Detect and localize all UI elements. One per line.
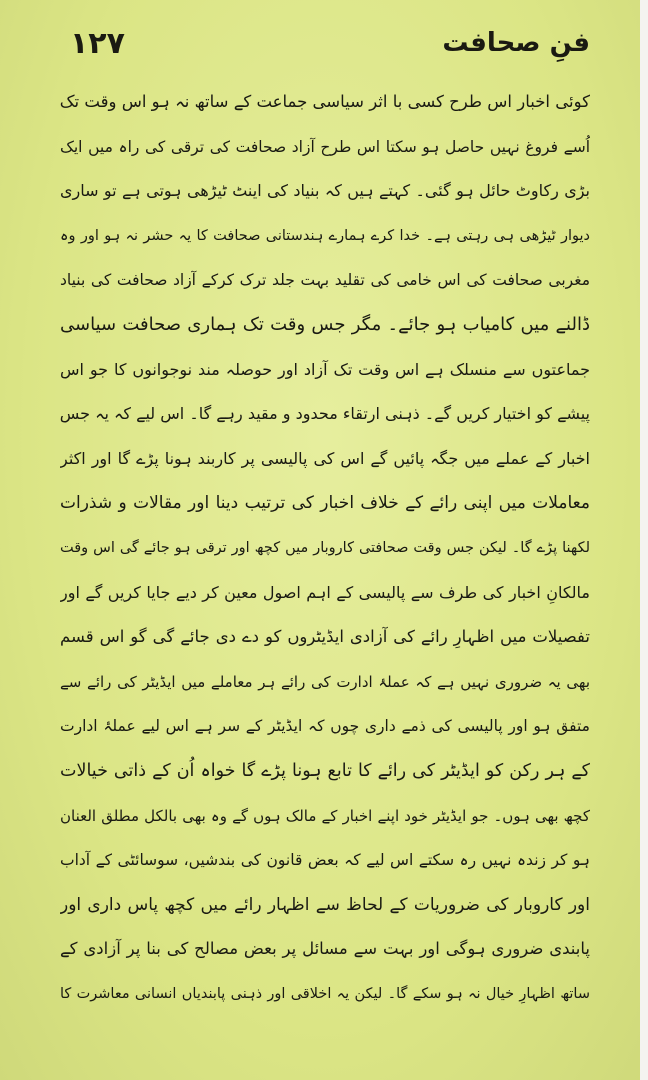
text-line: ڈالنے میں کامیاب ہو جائے۔ مگر جس وقت تک ہماری صحافت سیاسی <box>60 313 590 335</box>
text-line: پابندی ضروری ہوگی اور بہت سے مسائل پر بعض مصالح کی بنا پر آزادی کے <box>60 939 590 959</box>
text-line: کوئی اخبار اس طرح کسی با اثر سیاسی جماعت کے ساتھ نہ ہو اس وقت تک <box>60 92 590 111</box>
page-number: ۱۲۷ <box>70 26 125 61</box>
text-line: تفصیلات میں اظہارِ رائے کی آزادی ایڈیٹروں کو دے دی جائے گی گو اس قسم <box>60 627 590 647</box>
text-line: لکھنا پڑے گا۔ لیکن جس وقت صحافتی کاروبار میں کچھ اور ترقی ہو جائے گی اس وقت <box>60 539 590 556</box>
text-line: بھی یہ ضروری نہیں ہے کہ عملۂ ادارت کی رائے ہر معاملے میں ایڈیٹر کی رائے سے <box>60 672 590 691</box>
page-header <box>70 26 590 76</box>
text-line: اور کاروبار کی ضروریات کے لحاظ سے اظہار رائے میں کچھ پاس داری اور <box>60 894 590 915</box>
text-line: بڑی رکاوٹ حائل ہو گئی۔ کہتے ہیں کہ بنیاد کی اینٹ ٹیڑھی ہوتی ہے تو ساری <box>60 181 590 201</box>
text-line: معاملات میں اپنی رائے کے خلاف اخبار کی ترتیب دینا اور مقالات و شذرات <box>60 493 590 514</box>
text-line: دیوار ٹیڑھی ہی رہتی ہے۔ خدا کرے ہمارے ہندستانی صحافت کا یہ حشر نہ ہو اور وہ <box>60 227 590 244</box>
running-head: فنِ صحافت <box>442 28 590 58</box>
text-line: ساتھ اظہارِ خیال نہ ہو سکے گا۔ لیکن یہ اخلاقی اور ذہنی پابندیاں انسانی معاشرت کا <box>60 985 590 1002</box>
text-line: مالکانِ اخبار کی طرف سے پالیسی کے اہم اصول معین کر دیے جایا کریں گے اور <box>60 582 590 602</box>
text-line: متفق ہو اور پالیسی کی ذمے داری چوں کہ ایڈیٹر کے سر ہے اس لیے عملۂ ادارت <box>60 717 590 736</box>
text-line: جماعتوں سے منسلک ہے اس وقت تک آزاد اور حوصلہ مند نوجوانوں کا جو اس <box>60 359 590 379</box>
body-text <box>60 80 590 1016</box>
page-edge <box>640 0 648 1080</box>
text-line: کچھ بھی ہوں۔ جو ایڈیٹر خود اپنے اخبار کے مالک ہوں گے وہ بھی بالکل مطلق العنان <box>60 806 590 825</box>
text-line: مغربی صحافت کی اس خامی کی تقلید بہت جلد ترک کرکے آزاد صحافت کی بنیاد <box>60 271 590 290</box>
text-line: اخبار کے عملے میں جگہ پائیں گے اس کی پالیسی پر کاربند ہونا پڑے گا اور اکثر <box>60 448 590 468</box>
text-line: کے ہر رکن کو ایڈیٹر کی رائے کا تابع ہونا پڑے گا خواہ اُن کے ذاتی خیالات <box>60 760 590 781</box>
text-line: پیشے کو اختیار کریں گے۔ ذہنی ارتقاء محدود و مقید رہے گا۔ اس لیے کہ یہ جس <box>60 404 590 424</box>
text-line: ہو کر زندہ نہیں رہ سکتے اس لیے کہ بعض قانون کی بندشیں، سوسائٹی کے آداب <box>60 851 590 870</box>
text-line: اُسے فروغ نہیں حاصل ہو سکتا اس طرح آزاد صحافت کی ترقی کی راہ میں ایک <box>60 137 590 156</box>
